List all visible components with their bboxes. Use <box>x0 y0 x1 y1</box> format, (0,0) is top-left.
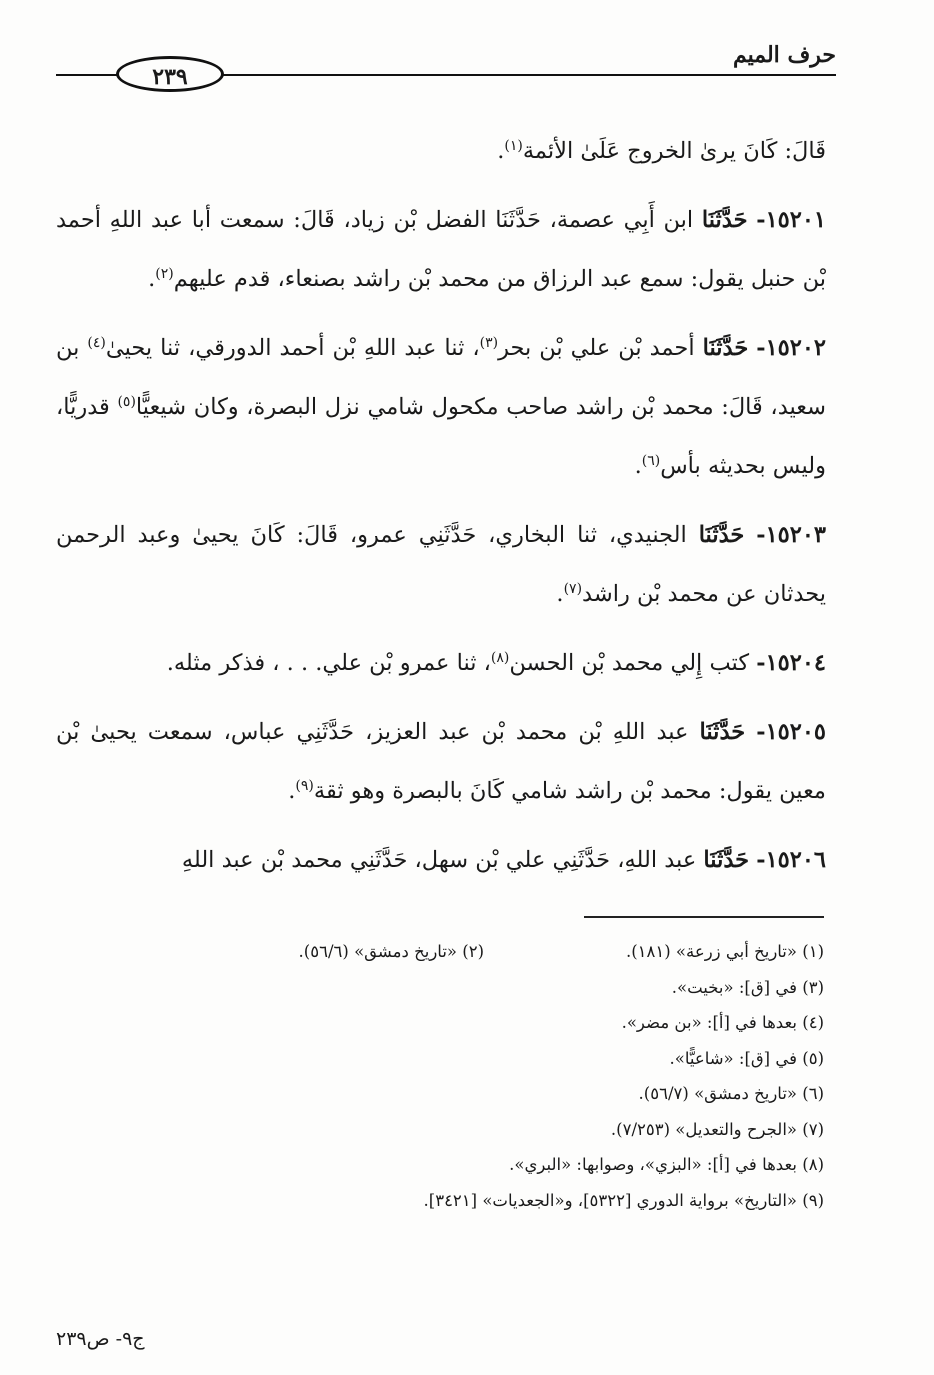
paragraph-tail: . <box>556 581 564 607</box>
hadith-text: أحمد بْن علي بْن بحر <box>498 335 695 361</box>
hadith-entry <box>56 703 826 821</box>
hadith-text: كتب إِلي محمد بْن الحسن <box>509 650 750 676</box>
hadith-entry <box>56 319 826 496</box>
hadith-number: ١٥٢٠٤- <box>756 650 826 676</box>
footnote-ref[interactable]: (٨) <box>490 650 510 666</box>
hadith-text: بن سعيد، قَالَ: محمد بْن راشد صاحب مكحول شامي نزل البصرة، وكان شيعيًّا <box>56 335 826 420</box>
volume-page-reference: ج٩- ص٢٣٩ <box>56 1328 145 1350</box>
footnote-ref[interactable]: (٧) <box>563 581 583 597</box>
page-header <box>56 36 836 96</box>
hadith-text: الجنيدي، ثنا البخاري، حَدَّثَنِي عمرو، قَالَ: كَانَ يحيىٰ وعبد الرحمن يحدثان عن محمد بْن راشد <box>56 522 826 607</box>
paragraph-tail: ، ثنا عمرو بْن علي. . . ، فذكر مثله. <box>166 650 491 676</box>
footnote-item: (٤) بعدها في [أ]: «بن مضر». <box>621 1013 824 1032</box>
hadith-number: ١٥٢٠٣- <box>756 522 827 548</box>
paragraph-tail: . <box>497 138 505 164</box>
footnote-item: (٥) في [ق]: «شاعيًّا». <box>669 1048 824 1068</box>
hadith-entry <box>56 831 826 890</box>
footnote-item: (٦) «تاريخ دمشق» (٥٦/٧). <box>638 1084 824 1103</box>
main-text <box>56 122 826 900</box>
footnote-ref[interactable]: (٩) <box>295 778 314 794</box>
narration-keyword: حَدَّثَنَا <box>698 522 745 548</box>
narration-keyword: حَدَّثَنَا <box>702 335 749 361</box>
narration-keyword: حَدَّثَنَا <box>701 207 748 233</box>
page-number-badge: ٢٣٩ <box>116 56 224 92</box>
hadith-text: ، ثنا عبد اللهِ بْن أحمد الدورقي، ثنا يحيىٰ <box>105 335 480 361</box>
hadith-number: ١٥٢٠٥- <box>756 719 826 745</box>
narration-keyword: حَدَّثَنَا <box>699 719 746 745</box>
hadith-text: عبد اللهِ بْن محمد بْن عبد العزيز، حَدَّثَنِي عباس، سمعت يحيىٰ بْن معين يقول: محمد بْن راشد شامي كَانَ بالبصرة وهو ثقة <box>56 719 826 804</box>
hadith-entry <box>56 634 826 693</box>
footnote-ref[interactable]: (٥) <box>117 394 136 410</box>
footnote-ref[interactable]: (٣) <box>479 335 499 351</box>
footnote-ref[interactable]: (٦) <box>641 453 661 469</box>
footnote-item: (٣) في [ق]: «بخيت». <box>671 977 824 997</box>
hadith-number: ١٥٢٠٢- <box>756 335 827 361</box>
hadith-entry <box>56 191 826 309</box>
paragraph-tail: . <box>148 266 156 292</box>
footnote-row <box>204 934 824 970</box>
footnote-ref[interactable]: (٢) <box>155 266 174 282</box>
hadith-text: ابن أَبِي عصمة، حَدَّثَنَا الفضل بْن زياد، قَالَ: سمعت أبا عبد اللهِ أحمد بْن حنبل يقول: سمع عبد الرزاق من محمد بْن راشد بصنعاء، قدم عليهم <box>56 207 826 292</box>
hadith-number: ١٥٢٠٦- <box>756 847 826 873</box>
narration-keyword: حَدَّثَنَا <box>703 847 750 873</box>
paragraph <box>56 122 826 181</box>
paragraph-tail: . <box>634 453 642 479</box>
hadith-entry <box>56 506 826 624</box>
hadith-text: قدريًّا، وليس بحديثه بأس <box>56 394 826 479</box>
chapter-title: حرف الميم <box>732 42 836 68</box>
hadith-number: ١٥٢٠١- <box>756 207 826 233</box>
footnote-item: (٩) «التاريخ» برواية الدوري [٥٣٢٢]، و«الجعديات» [٣٤٢١]. <box>423 1190 824 1210</box>
footnote-item: (٧) «الجرح والتعديل» (٧/٢٥٣). <box>610 1119 824 1139</box>
footnote-item: (٨) بعدها في [أ]: «البزي»، وصوابها: «البري». <box>509 1155 824 1174</box>
footnote-item: (٢) «تاريخ دمشق» (٥٦/٦). <box>298 942 484 961</box>
paragraph-tail: . <box>288 778 296 804</box>
paragraph-text: قَالَ: كَانَ يرىٰ الخروج عَلَىٰ الأئمة <box>522 138 826 164</box>
footnotes <box>204 934 824 1218</box>
hadith-text: عبد اللهِ، حَدَّثَنِي علي بْن سهل، حَدَّثَنِي محمد بْن عبد اللهِ <box>181 847 697 873</box>
footnote-separator <box>584 916 824 918</box>
footnote-ref[interactable]: (٤) <box>87 335 106 351</box>
footnote-item: (١) «تاريخ أبي زرعة» (١٨١). <box>625 942 824 961</box>
footnote-ref[interactable]: (١) <box>504 138 523 154</box>
